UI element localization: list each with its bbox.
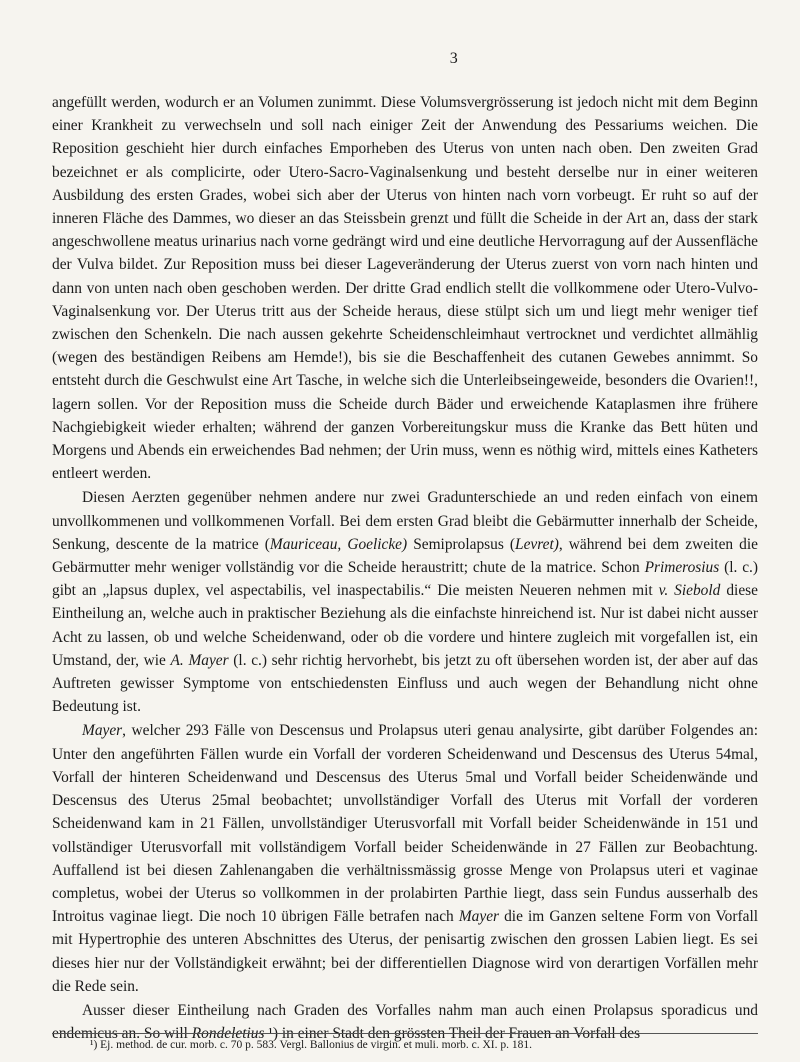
italic-name-run: Rondeletius [191,1025,265,1043]
text-run: diese Eintheilung an, welche auch in praktischer Beziehung als die einfachste hinreichend ist. Nur ist dabei nicht ausser Acht zu lassen, ob und welche Scheidenwand, oder ob die vordere und hintere zugleich mit vorgefallen ist, ein Umstand, der, wie [52,582,758,669]
text-run: (l. c.) gibt an „lapsus duplex, vel aspectabilis, vel inaspectabilis.“ Die meisten Neueren nehmen mit [52,559,759,600]
text-run: (l. c.) sehr richtig hervorhebt, bis jetzt zu oft übersehen worden ist, der aber auf das Auftreten gewisser Symptome von entschiedensten Einfluss und auch wegen der Behandlung nicht ohne Bedeutung ist. [52,651,758,716]
text-run: Diesen Aerzten gegenüber nehmen andere nur zwei Gradunterschiede an und reden einfach von einem unvollkommenen und vollkommenen Vorfall. Bei dem ersten Grad bleibt die Gebärmutter innerhalb der Scheide, Senkung, descente de la matrice ( [52,489,758,553]
text-run: ¹) in einer Stadt den grössten Theil der Frauen an Vorfall des [264,1025,641,1043]
paragraph-1 [52,91,758,485]
text-run: , während bei dem zweiten die Gebärmutter mehr weniger vollständig vor die Scheide heraustritt; chute de la matrice. Schon [52,535,758,577]
text-run: angefüllt werden, wodurch er an Volumen zunimmt. Diese Volumsvergrösserung ist jedoch nicht mit dem Beginn einer Krankheit zu verwechseln und soll nach einiger Zeit der Anwendung des Pessariums weichen. Die Reposition geschieht hier durch einfaches Emporheben des Uterus von unten nach oben. Den zweiten Grad bezeichnet er als complicirte, oder Utero-Sacro-Vaginalsenkung und besteht derselbe nur in einer weiteren Ausbildung des ersten Grades, wobei sich aber der Uterus von hinten nach vorn vorbeugt. Er ruht so auf der inneren Fläche des Dammes, wo dieser an das Steissbein grenzt und füllt die Scheide in der Art an, dass der stark angeschwollene meatus urinarius nach vorne gedrängt wird und eine deutliche Hervorragung auf der Aussenfläche der Vulva bildet. Zur Reposition muss bei dieser Lageveränderung der Uterus zuerst von vorn nach hinten und dann von unten nach oben geschoben werden. Der dritte Grad endlich stellt die vollkommene oder Utero-Vulvo-Vaginalsenkung vor. Der Uterus tritt aus der Scheide heraus, diese stülpt sich um und liegt mehr weniger tief zwischen den Schenkeln. Die nach aussen gekehrte Scheidenschleimhaut vertrocknet und verdichtet allmählig (wegen des beständigen Reibens am Hemde!), bis sie die Beschaffenheit des cutanen Gewebes annimmt. So entsteht durch die Geschwulst eine Art Tasche, in welche sich die Unterleibseingeweide, besonders die Ovarien!!, lagern sollen. Vor der Reposition muss die Scheide durch Bäder und erweichende Kataplasmen ihre frühere Nachgiebigkeit wieder erhalten; während der ganzen Vorbereitungskur muss die Kranke das Bett hüten und Morgens und Abends ein erweichendes Bad nehmen; der Urin muss, wenn es nöthig wird, mittels eines Katheters entleert werden. [52,94,758,483]
page-number: 3 [449,50,459,67]
paragraph-2 [52,486,758,718]
body-text [52,91,758,1045]
italic-name-run: Primerosius [644,559,720,577]
text-run: ¹) Ej. method. de cur. morb. c. 70 p. 583. Vergl. [90,1039,310,1051]
italic-name-run: Mayer [458,908,500,926]
text-run: Ausser dieser Eintheilung nach Graden des Vorfalles nahm man auch einen Prolapsus sporadicus und endemicus an. So will [52,1001,758,1043]
italic-name-run: Ballonius [309,1039,354,1051]
italic-name-run: v. Siebold [658,582,721,600]
italic-name-run: Mauriceau, Goelicke) [269,535,408,553]
footnote-divider [52,1033,758,1034]
text-run: die im Ganzen seltene Form von Vorfall mit Hypertrophie des unteren Abschnittes des Uterus, der penisartig zwischen den grossen Labien liegt. Es sei dieses hier nur der Vollständigkeit erwähnt; bei der differentiellen Diagnose wird von derartigen Vorfällen mehr die Rede sein. [52,908,758,995]
italic-name-run: A. Mayer [170,651,229,669]
footnote [90,1038,758,1053]
text-run: de virgin. et muli. morb. c. XI. p. 181. [354,1039,533,1051]
text-run: , welcher 293 Fälle von Descensus und Prolapsus uteri genau analysirte, gibt darüber Folgendes an: Unter den angeführten Fällen wurde ein Vorfall der vorderen Scheidenwand und Descensus des Uterus 54mal, Vorfall der hinteren Scheidenwand und Descensus des Uterus 5mal und Vorfall beider Scheidenwände und Descensus des Uterus 25mal beobachtet; unvollständiger Vorfall des Uterus mit Vorfall der vorderen Scheidenwand kam in 21 Fällen, unvollständiger Uterusvorfall mit Vorfall beider Scheidenwände in 151 und vollständiger Uterusvorfall mit vollständigem Vorfall beider Scheidenwände in 27 Fällen zur Beobachtung. Auffallend ist bei diesen Zahlenangaben die verhältnissmässig grosse Menge von Prolapsus uteri et vaginae completus, wobei der Uterus so vollkommen in der prolabirten Parthie liegt, dass sein Fundus ausserhalb des Introitus vaginae liegt. Die noch 10 übrigen Fälle betrafen nach [52,722,758,926]
text-run: Semiprolapsus ( [407,535,516,553]
italic-name-run: Levret) [515,535,559,553]
paragraph-3 [52,719,758,997]
italic-name-run: Mayer [82,722,123,740]
